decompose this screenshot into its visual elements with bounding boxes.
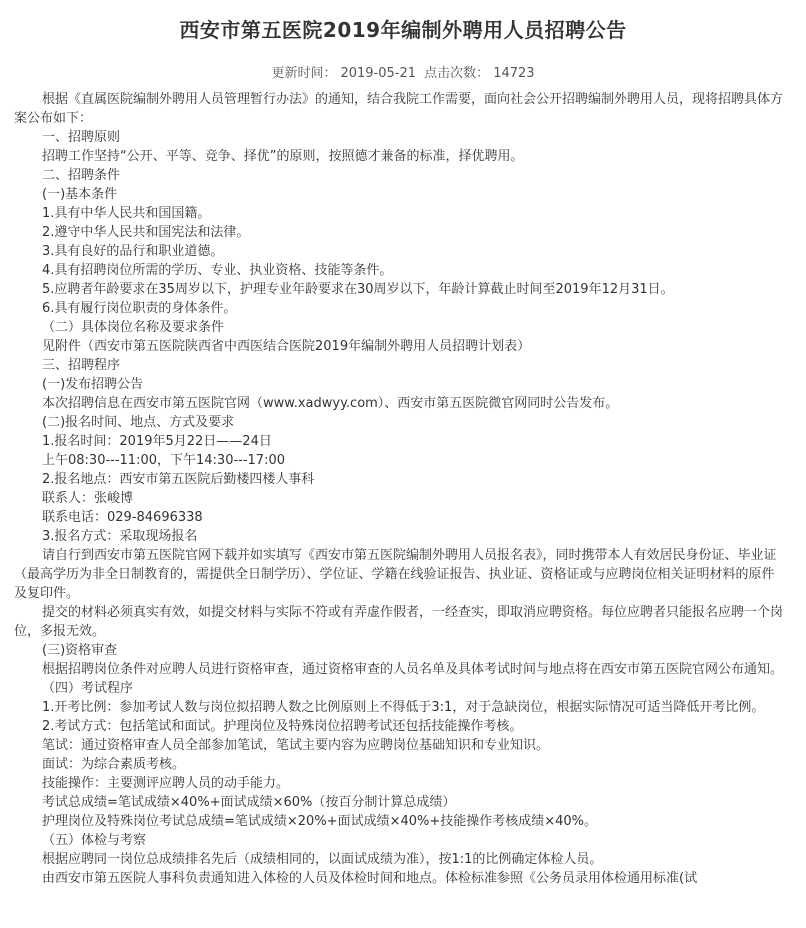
list-item: 1.具有中华人民共和国国籍。 xyxy=(42,206,211,221)
subsection-heading: (一)基本条件 xyxy=(42,187,118,202)
article-meta xyxy=(0,62,806,81)
subsection-heading: (二)报名时间、地点、方式及要求 xyxy=(42,415,235,430)
paragraph: 根据《直属医院编制外聘用人员管理暂行办法》的通知，结合我院工作需要，面向社会公开招聘编制外聘用人员，现将招聘具体方案公布如下： xyxy=(14,92,784,126)
list-item: 3.具有良好的品行和职业道德。 xyxy=(42,244,224,259)
paragraph: 考试总成绩=笔试成绩×40%+面试成绩×60%（按百分制计算总成绩） xyxy=(42,795,456,810)
section-heading: 三、招聘程序 xyxy=(42,358,121,373)
paragraph: 面试：为综合素质考核。 xyxy=(42,757,186,772)
clicks-label: 点击次数： xyxy=(424,66,490,81)
paragraph: 见附件（西安市第五医院陕西省中西医结合医院2019年编制外聘用人员招聘计划表） xyxy=(42,339,531,354)
list-item: 2.遵守中华人民共和国宪法和法律。 xyxy=(42,225,250,240)
subsection-heading: (三)资格审查 xyxy=(42,643,118,658)
paragraph: 本次招聘信息在西安市第五医院官网（www.xadwyy.com）、西安市第五医院微官网同时公告发布。 xyxy=(42,396,619,411)
paragraph: 提交的材料必须真实有效，如提交材料与实际不符或有弄虚作假者，一经查实，即取消应聘资格。每位应聘者只能报名应聘一个岗位，多报无效。 xyxy=(14,605,784,639)
list-item: 2.报名地点：西安市第五医院后勤楼四楼人事科 xyxy=(42,472,315,487)
list-item: 2.考试方式：包括笔试和面试。护理岗位及特殊岗位招聘考试还包括技能操作考核。 xyxy=(42,719,523,734)
list-item: 6.具有履行岗位职责的身体条件。 xyxy=(42,301,237,316)
subsection-heading: （五）体检与考察 xyxy=(42,833,147,848)
contact-person: 联系人：张峻博 xyxy=(42,491,134,506)
contact-phone: 联系电话：029-84696338 xyxy=(42,510,203,525)
subsection-heading: (一)发布招聘公告 xyxy=(42,377,144,392)
subsection-heading: （二）具体岗位名称及要求条件 xyxy=(42,320,225,335)
paragraph: 技能操作：主要测评应聘人员的动手能力。 xyxy=(42,776,290,791)
paragraph: 根据应聘同一岗位总成绩排名先后（成绩相同的，以面试成绩为准），按1:1的比例确定体检人员。 xyxy=(42,852,603,867)
list-item: 3.报名方式：采取现场报名 xyxy=(42,529,198,544)
list-item: 1.报名时间：2019年5月22日——24日 xyxy=(42,434,272,449)
paragraph: 根据招聘岗位条件对应聘人员进行资格审查，通过资格审查的人员名单及具体考试时间与地点将在西安市第五医院官网公布通知。 xyxy=(42,662,784,677)
update-label: 更新时间： xyxy=(271,66,337,81)
subsection-heading: （四）考试程序 xyxy=(42,681,134,696)
paragraph: 请自行到西安市第五医院官网下载并如实填写《西安市第五医院编制外聘用人员报名表》，同时携带本人有效居民身份证、毕业证（最高学历为非全日制教育的，需提供全日制学历）、学位证、学籍在线验证报告、执业证、资格证或与应聘岗位相关证明材料的原件及复印件。 xyxy=(14,548,777,601)
paragraph: 护理岗位及特殊岗位考试总成绩=笔试成绩×20%+面试成绩×40%+技能操作考核成绩×40%。 xyxy=(42,814,598,829)
article-body xyxy=(14,90,784,888)
list-item: 4.具有招聘岗位所需的学历、专业、执业资格、技能等条件。 xyxy=(42,263,393,278)
section-heading: 一、招聘原则 xyxy=(42,130,121,145)
paragraph: 1.开考比例：参加考试人数与岗位拟招聘人数之比例原则上不得低于3:1，对于急缺岗位，根据实际情况可适当降低开考比例。 xyxy=(42,700,765,715)
paragraph: 上午08:30---11:00，下午14:30---17:00 xyxy=(42,453,286,468)
paragraph: 笔试：通过资格审查人员全部参加笔试，笔试主要内容为应聘岗位基础知识和专业知识。 xyxy=(42,738,550,753)
list-item: 5.应聘者年龄要求在35周岁以下，护理专业年龄要求在30周岁以下，年龄计算截止时间至2019年12月31日。 xyxy=(42,282,674,297)
click-count: 14723 xyxy=(493,66,535,81)
paragraph: 由西安市第五医院人事科负责通知进入体检的人员及体检时间和地点。体检标准参照《公务员录用体检通用标准(试 xyxy=(42,871,698,886)
paragraph: 招聘工作坚持“公开、平等、竞争、择优”的原则，按照德才兼备的标准，择优聘用。 xyxy=(42,149,524,164)
update-date: 2019-05-21 xyxy=(340,66,417,81)
article-title: 西安市第五医院2019年编制外聘用人员招聘公告 xyxy=(179,18,627,42)
section-heading: 二、招聘条件 xyxy=(42,168,121,183)
